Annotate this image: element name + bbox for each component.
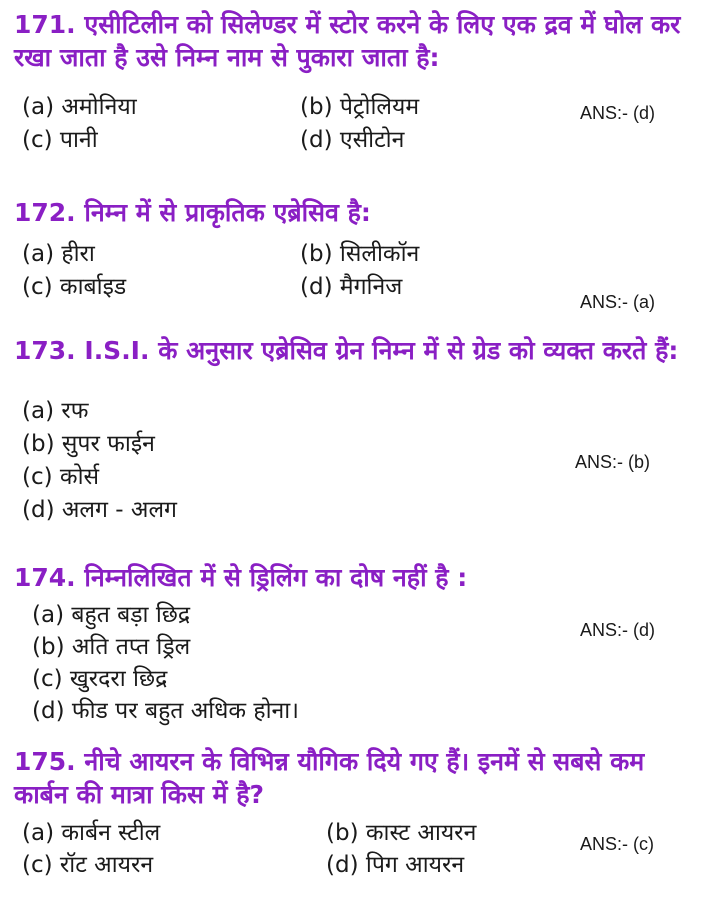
q172-option-d: (d) मैगनिज bbox=[300, 274, 403, 300]
q171-option-a: (a) अमोनिया bbox=[22, 94, 137, 120]
q173-option-a: (a) रफ bbox=[22, 398, 89, 424]
q174-option-b: (b) अति तप्त ड्रिल bbox=[32, 634, 191, 660]
q173-option-c: (c) कोर्स bbox=[22, 464, 100, 490]
q175-option-c: (c) रॉट आयरन bbox=[22, 852, 154, 878]
q173-option-b: (b) सुपर फाईन bbox=[22, 431, 155, 457]
q172-option-c: (c) कार्बाइड bbox=[22, 274, 127, 300]
q172-option-a: (a) हीरा bbox=[22, 241, 95, 267]
q172-answer: ANS:- (a) bbox=[580, 292, 656, 312]
q171-answer: ANS:- (d) bbox=[580, 103, 656, 123]
q175-option-a: (a) कार्बन स्टील bbox=[22, 820, 161, 846]
q171-option-c: (c) पानी bbox=[22, 127, 98, 153]
q175-option-d: (d) पिग आयरन bbox=[326, 852, 465, 878]
q173-option-d: (d) अलग - अलग bbox=[22, 497, 178, 523]
q175-answer: ANS:- (c) bbox=[580, 834, 654, 854]
q173-answer: ANS:- (b) bbox=[575, 452, 651, 472]
q172-option-b: (b) सिलीकॉन bbox=[300, 241, 420, 267]
q171-option-d: (d) एसीटोन bbox=[300, 127, 405, 153]
question-171: 171. एसीटिलीन को सिलेण्डर में स्टोर करने के लिए एक द्रव में घोल कर रखा जाता है उसे निम्न नाम से पुकारा जाता है: bbox=[14, 10, 681, 72]
q171-option-b: (b) पेट्रोलियम bbox=[300, 94, 420, 120]
question-173: 173. I.S.I. के अनुसार एब्रेसिव ग्रेन निम्न में से ग्रेड को व्यक्त करते हैं: bbox=[14, 336, 679, 365]
question-172: 172. निम्न में से प्राकृतिक एब्रेसिव है: bbox=[14, 198, 371, 227]
question-175: 175. नीचे आयरन के विभिन्न यौगिक दिये गए हैं। इनमें से सबसे कम कार्बन की मात्रा किस में है? bbox=[14, 747, 645, 809]
q175-option-b: (b) कास्ट आयरन bbox=[326, 820, 477, 846]
question-174: 174. निम्नलिखित में से ड्रिलिंग का दोष नहीं है : bbox=[14, 563, 468, 592]
q174-option-c: (c) खुरदरा छिद्र bbox=[32, 666, 168, 692]
q174-answer: ANS:- (d) bbox=[580, 620, 656, 640]
q174-option-d: (d) फीड पर बहुत अधिक होना। bbox=[32, 698, 299, 724]
q174-option-a: (a) बहुत बड़ा छिद्र bbox=[32, 602, 191, 628]
